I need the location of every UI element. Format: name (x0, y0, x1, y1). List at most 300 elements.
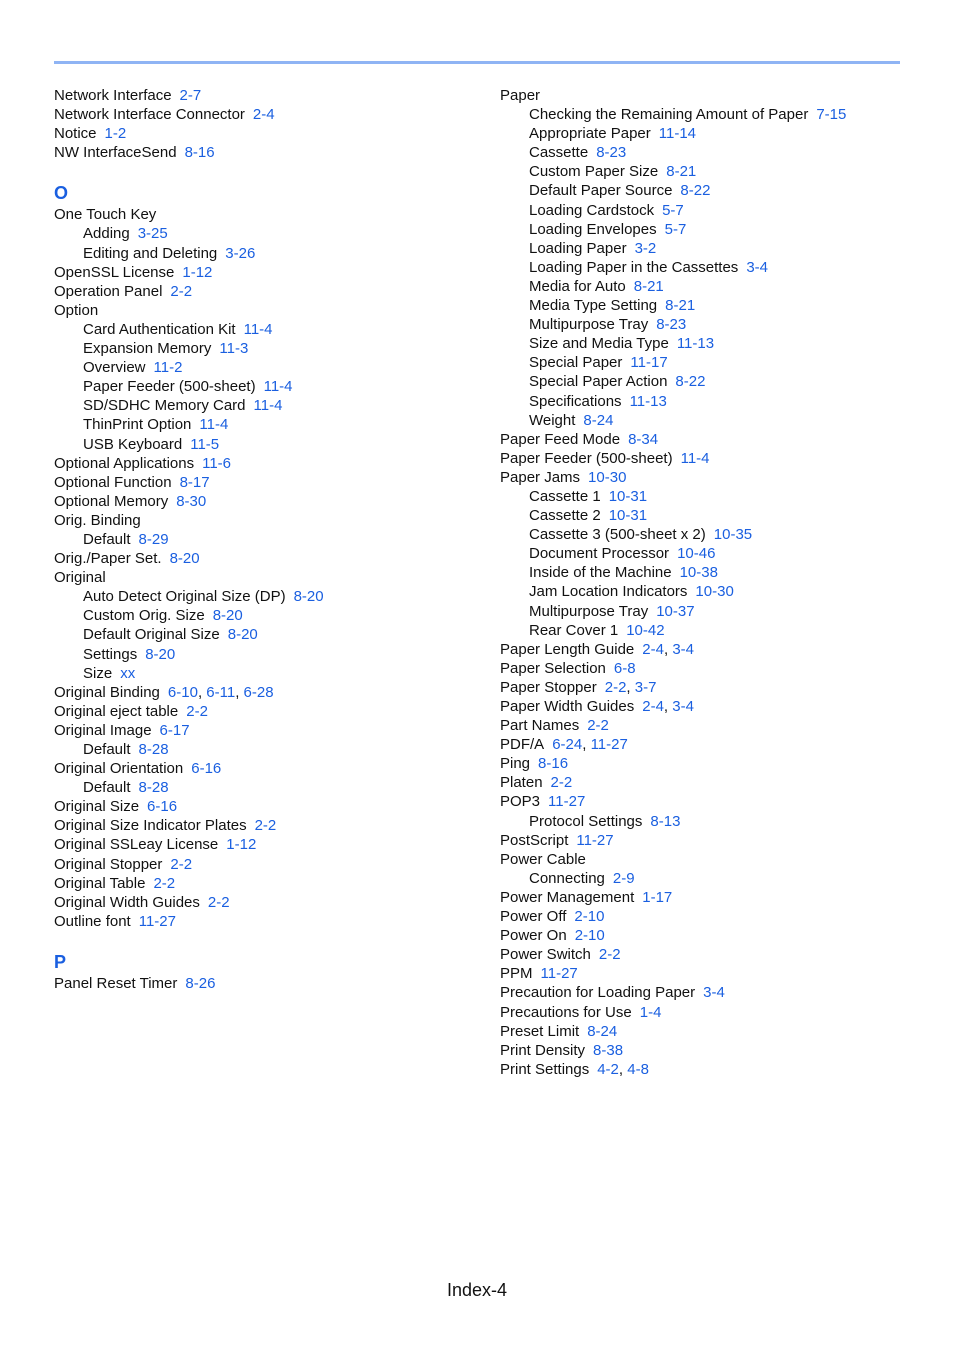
index-term: Weight (529, 411, 576, 429)
page-refs (587, 1023, 617, 1040)
page-link[interactable]: 8-23 (656, 316, 687, 334)
page-link[interactable]: 8-29 (138, 530, 169, 548)
page-link[interactable]: 2-4 (642, 640, 664, 658)
index-subentry (54, 530, 474, 549)
index-term: Original Binding (54, 683, 160, 701)
index-term: Power Cable (500, 850, 586, 868)
index-subentry (500, 296, 920, 315)
index-column-left (54, 86, 474, 993)
index-term: Editing and Deleting (83, 244, 218, 262)
page-link[interactable]: 8-30 (176, 492, 207, 510)
index-entry (500, 86, 920, 105)
index-entry (500, 831, 920, 850)
page-refs (551, 774, 573, 791)
page-refs (665, 221, 687, 238)
page-ref-separator: , (618, 1060, 628, 1078)
page-link[interactable]: 8-24 (583, 411, 614, 429)
page-refs (213, 607, 243, 624)
index-term: Protocol Settings (529, 812, 643, 830)
index-entry (54, 549, 474, 568)
index-subentry (500, 181, 920, 200)
index-term: Outline font (54, 912, 131, 930)
page-link[interactable]: 2-2 (254, 817, 277, 835)
page-link[interactable]: 4-8 (627, 1060, 649, 1078)
index-term: PostScript (500, 831, 569, 849)
page-refs (225, 245, 255, 262)
index-term: ThinPrint Option (83, 416, 192, 434)
index-subentry (54, 645, 474, 664)
page-refs (202, 455, 231, 472)
page-refs (677, 545, 715, 562)
index-subentry (500, 372, 920, 391)
index-entry (500, 735, 920, 754)
index-term: Orig. Binding (54, 511, 141, 529)
index-term: NW InterfaceSend (54, 144, 177, 162)
page-refs (630, 354, 667, 371)
page-link[interactable]: 11-27 (548, 793, 586, 811)
page-link[interactable]: 8-26 (185, 974, 216, 992)
page-ref-separator: , (663, 698, 673, 715)
page-link[interactable]: 6-28 (243, 683, 274, 701)
page-number: Index-4 (446, 1280, 508, 1300)
index-subentry (500, 506, 920, 525)
index-entry (500, 907, 920, 926)
page-refs (186, 703, 208, 720)
index-entry (54, 568, 474, 587)
page-refs (714, 526, 752, 543)
page-link[interactable]: 11-13 (676, 335, 715, 353)
page-link[interactable]: 11-4 (199, 416, 229, 434)
index-term: Original Size (54, 798, 140, 816)
page-link[interactable]: 8-20 (145, 645, 176, 663)
page-link[interactable]: 11-27 (590, 736, 628, 754)
page-link[interactable]: 8-34 (628, 430, 659, 448)
index-subentry (54, 377, 474, 396)
index-subentry (54, 320, 474, 339)
page-link[interactable]: 8-16 (184, 144, 215, 162)
index-term: Network Interface (54, 87, 172, 104)
page-link[interactable]: 8-21 (633, 277, 664, 295)
page-refs (659, 125, 696, 142)
page-link[interactable]: 11-5 (190, 435, 220, 453)
page-refs (574, 908, 604, 925)
page-link[interactable]: 8-20 (227, 626, 258, 644)
page-link[interactable]: 10-30 (695, 583, 734, 601)
index-subentry (500, 544, 920, 563)
page-link[interactable]: 8-28 (138, 741, 169, 758)
index-term: OpenSSL License (54, 263, 175, 281)
page-link[interactable]: 2-2 (153, 874, 176, 892)
page-link[interactable]: 1-12 (226, 836, 257, 854)
page-link[interactable]: 11-17 (630, 354, 668, 372)
page-link[interactable]: 6-8 (613, 659, 636, 677)
page-refs (596, 144, 626, 161)
page-link[interactable]: 8-24 (587, 1022, 618, 1040)
index-entry (54, 912, 474, 931)
index-term: Appropriate Paper (529, 125, 651, 143)
index-entry (54, 263, 474, 282)
page-link[interactable]: 6-10 (167, 683, 198, 701)
page-ref-separator: , (626, 678, 635, 696)
page-link[interactable]: 3-4 (672, 698, 694, 715)
page-refs (634, 278, 664, 295)
index-entry (500, 926, 920, 945)
index-subentry (500, 220, 920, 239)
page-link[interactable]: 3-25 (137, 225, 168, 243)
page-refs (576, 832, 613, 849)
index-subentry (500, 869, 920, 888)
page-refs (665, 297, 695, 314)
page-link[interactable]: 6-16 (147, 798, 178, 816)
index-term: One Touch Key (54, 206, 157, 224)
page-link[interactable]: 8-38 (593, 1041, 624, 1059)
page-refs (182, 264, 212, 281)
page-ref-separator: , (197, 683, 207, 701)
index-term: USB Keyboard (83, 435, 183, 453)
index-term: Option (54, 301, 99, 319)
page-refs (253, 106, 275, 123)
index-term: Document Processor (529, 545, 670, 563)
page-link[interactable]: 1-12 (182, 263, 213, 281)
page-link[interactable]: 4-2 (597, 1060, 619, 1078)
index-term: Card Authentication Kit (83, 320, 236, 338)
index-term: Expansion Memory (83, 340, 212, 358)
index-subentry (500, 582, 920, 601)
page-link[interactable]: 11-27 (138, 912, 176, 930)
page-link[interactable]: 2-2 (587, 717, 609, 735)
index-entry (500, 983, 920, 1002)
page-link[interactable]: 11-2 (153, 359, 183, 377)
index-subentry (500, 315, 920, 334)
page-link[interactable]: 1-17 (642, 888, 673, 906)
page-refs (680, 182, 710, 199)
page-refs (642, 641, 694, 658)
page-refs (538, 755, 568, 772)
page-link[interactable]: 8-16 (538, 755, 569, 773)
index-term: SD/SDHC Memory Card (83, 397, 246, 415)
index-term: Loading Envelopes (529, 220, 657, 238)
index-term: Paper Selection (500, 659, 606, 677)
page-link[interactable]: 2-7 (179, 87, 202, 104)
page-link[interactable]: 2-4 (252, 106, 275, 124)
page-refs (255, 817, 277, 834)
index-subentry (500, 239, 920, 258)
index-term: Network Interface Connector (54, 106, 245, 124)
index-entry (500, 1060, 920, 1079)
index-term: Paper Stopper (500, 678, 597, 696)
page-link[interactable]: 3-7 (634, 678, 657, 696)
index-term: Ping (500, 755, 531, 773)
index-entry (54, 143, 474, 162)
index-term: Auto Detect Original Size (DP) (83, 588, 286, 606)
index-term: Default Paper Source (529, 182, 673, 200)
page-link[interactable]: 8-22 (675, 373, 706, 391)
index-entry (500, 888, 920, 907)
page-refs (180, 474, 210, 491)
page-link[interactable]: 10-42 (626, 621, 665, 639)
header-rule (54, 61, 900, 64)
page-link[interactable]: 11-4 (263, 378, 293, 396)
index-entry (500, 1022, 920, 1041)
page-refs (190, 436, 219, 453)
page-link[interactable]: 2-4 (642, 698, 664, 715)
index-term: Paper Width Guides (500, 698, 635, 715)
page-link[interactable]: 2-2 (170, 282, 193, 300)
page-refs (541, 965, 578, 982)
index-term: Print Settings (500, 1060, 590, 1078)
index-entry (54, 301, 474, 320)
index-entry (500, 945, 920, 964)
index-entry (500, 773, 920, 792)
index-term: Paper Feeder (500-sheet) (500, 449, 673, 467)
page-link[interactable]: 2-2 (550, 774, 573, 792)
index-column-right (500, 86, 920, 1079)
index-entry (500, 659, 920, 678)
page-refs (614, 660, 636, 677)
page-refs (139, 779, 169, 796)
index-term: Paper Feeder (500-sheet) (83, 378, 256, 396)
index-subentry (500, 258, 920, 277)
page-refs (228, 626, 258, 643)
page-refs (593, 1042, 623, 1059)
page-link[interactable]: 7-15 (816, 106, 847, 124)
page-refs (630, 393, 667, 410)
index-term: Original Image (54, 721, 152, 739)
index-subentry (54, 244, 474, 263)
index-term: Power Management (500, 888, 635, 906)
index-subentry (54, 396, 474, 415)
page-link[interactable]: 10-35 (713, 526, 753, 544)
index-entry (54, 86, 474, 105)
page-refs (635, 240, 657, 257)
page-link[interactable]: 11-27 (540, 965, 578, 983)
index-term: Paper Length Guide (500, 640, 635, 658)
index-entry (54, 816, 474, 835)
index-term: Orig./Paper Set. (54, 550, 162, 568)
page-link[interactable]: 6-16 (191, 760, 222, 778)
index-term: Part Names (500, 717, 580, 735)
page-refs (613, 870, 635, 887)
index-subentry (500, 621, 920, 640)
index-term: Rear Cover 1 (529, 621, 619, 639)
page-refs (640, 1004, 662, 1021)
index-term: Default (83, 741, 131, 758)
page-refs (170, 856, 192, 873)
page-refs (153, 875, 175, 892)
page-refs (587, 717, 609, 734)
page-link[interactable]: 8-20 (212, 607, 243, 625)
index-term: Preset Limit (500, 1022, 580, 1040)
index-subentry (500, 105, 920, 124)
page-refs (650, 813, 680, 830)
index-entry (54, 702, 474, 721)
page-link[interactable]: 5-7 (662, 201, 684, 219)
index-term: Cassette 1 (529, 487, 601, 505)
page-refs (145, 646, 175, 663)
index-entry (54, 511, 474, 530)
index-subentry (500, 602, 920, 621)
page-link[interactable]: xx (120, 664, 136, 682)
page-link[interactable]: 6-11 (206, 683, 236, 701)
index-entry (54, 105, 474, 124)
page-link[interactable]: 8-17 (179, 473, 210, 491)
index-subentry (54, 339, 474, 358)
index-term: Optional Memory (54, 492, 169, 510)
index-term: Media for Auto (529, 277, 626, 295)
page-link[interactable]: 8-28 (138, 779, 169, 797)
page-link[interactable]: 2-2 (604, 678, 627, 696)
index-term: Multipurpose Tray (529, 316, 649, 334)
index-entry (500, 716, 920, 735)
page-refs (656, 603, 694, 620)
index-term: PDF/A (500, 736, 545, 754)
index-term: Adding (83, 225, 130, 243)
index-term: Print Density (500, 1041, 586, 1059)
index-term: Panel Reset Timer (54, 974, 178, 992)
page-link[interactable]: 6-24 (552, 736, 583, 754)
page-refs (656, 316, 686, 333)
page-link[interactable]: 2-2 (186, 702, 208, 720)
index-entry (54, 282, 474, 301)
page-link[interactable]: 10-38 (679, 564, 718, 582)
index-term: Platen (500, 774, 543, 792)
page-link[interactable]: 10-46 (677, 545, 716, 563)
page-link[interactable]: 8-13 (650, 812, 681, 830)
page-link[interactable]: 2-2 (598, 946, 621, 964)
page-refs (139, 741, 169, 758)
page-link[interactable]: 2-2 (207, 893, 230, 911)
index-subentry (500, 392, 920, 411)
page-link[interactable]: 11-6 (202, 454, 232, 472)
index-term: Power On (500, 927, 567, 945)
page-link[interactable]: 3-4 (746, 258, 768, 276)
page-link[interactable]: 3-4 (703, 984, 725, 1002)
page-link[interactable]: 6-17 (159, 721, 190, 739)
page-link[interactable]: 8-21 (665, 297, 696, 315)
page-refs (176, 493, 206, 510)
page-refs (254, 397, 283, 414)
page-refs (226, 836, 256, 853)
index-subentry (54, 224, 474, 243)
page-refs (168, 684, 274, 701)
index-term: Optional Applications (54, 454, 195, 472)
page-link[interactable]: 3-4 (672, 640, 694, 658)
index-subentry (54, 625, 474, 644)
page-link[interactable]: 11-14 (658, 125, 697, 143)
page-refs (605, 679, 657, 696)
page-refs (599, 946, 621, 963)
page-link[interactable]: 11-4 (253, 397, 283, 415)
index-term: Jam Location Indicators (529, 583, 688, 601)
index-term: Original Stopper (54, 855, 163, 873)
index-entry (54, 759, 474, 778)
index-subentry (500, 334, 920, 353)
page-link[interactable]: 11-3 (219, 340, 249, 358)
index-term: Paper Jams (500, 468, 581, 486)
page-refs (681, 450, 710, 467)
page-link[interactable]: 1-2 (104, 125, 127, 143)
page-refs (677, 335, 714, 352)
index-entry (500, 792, 920, 811)
page-refs (170, 283, 192, 300)
page-link[interactable]: 11-27 (576, 831, 614, 849)
page-link[interactable]: 11-13 (629, 392, 667, 410)
page-link[interactable]: 2-2 (170, 855, 193, 873)
index-subentry (54, 606, 474, 625)
page-link[interactable]: 8-22 (680, 182, 711, 200)
index-term: Default Original Size (83, 626, 220, 644)
page-refs (662, 202, 684, 219)
index-term: Precautions for Use (500, 1003, 632, 1021)
page-refs (642, 698, 694, 715)
index-entry (54, 454, 474, 473)
page-link[interactable]: 1-4 (639, 1003, 662, 1021)
index-term: Connecting (529, 869, 605, 887)
page-link[interactable]: 11-4 (680, 449, 710, 467)
page-refs (185, 975, 215, 992)
page-refs (675, 373, 705, 390)
index-entry (54, 874, 474, 893)
index-entry (500, 449, 920, 468)
page-link[interactable]: 10-30 (588, 468, 627, 486)
page-link[interactable]: 3-26 (225, 244, 256, 262)
index-term: Cassette 3 (500-sheet x 2) (529, 526, 706, 544)
page-link[interactable]: 8-21 (666, 163, 697, 181)
page-link[interactable]: 8-20 (169, 550, 200, 568)
index-subentry (54, 435, 474, 454)
page-refs (139, 913, 176, 930)
page-refs (170, 550, 200, 567)
page-refs (185, 144, 215, 161)
index-term: Settings (83, 645, 138, 663)
index-term: Default (83, 779, 131, 797)
page-link[interactable]: 2-10 (574, 927, 605, 945)
page-refs (139, 531, 169, 548)
index-term: Checking the Remaining Amount of Paper (529, 106, 809, 124)
page-link[interactable]: 5-7 (664, 220, 687, 238)
index-term: Loading Cardstock (529, 201, 655, 219)
index-subentry (54, 587, 474, 606)
page-link[interactable]: 2-10 (574, 908, 605, 926)
index-entry (54, 893, 474, 912)
page-link[interactable]: 10-31 (608, 487, 648, 505)
index-term: Size (83, 664, 113, 682)
index-term: Cassette (529, 144, 589, 162)
page-link[interactable]: 10-37 (656, 602, 695, 620)
page-link[interactable]: 10-31 (608, 507, 648, 525)
page-link[interactable]: 2-9 (612, 869, 635, 887)
index-subentry (500, 162, 920, 181)
index-entry (500, 964, 920, 983)
page-refs (588, 469, 626, 486)
index-term: Paper (500, 87, 541, 104)
index-term: Multipurpose Tray (529, 602, 649, 620)
page-link[interactable]: 3-2 (634, 239, 657, 257)
page-link[interactable]: 8-23 (596, 144, 627, 162)
page-refs (575, 927, 605, 944)
index-entry (500, 640, 920, 659)
page-refs (219, 340, 248, 357)
page-refs (120, 665, 135, 682)
index-entry (500, 1003, 920, 1022)
page-link[interactable]: 11-4 (243, 320, 273, 338)
index-term: Default (83, 530, 131, 548)
index-entry (54, 721, 474, 740)
page-ref-separator: , (235, 683, 244, 701)
index-term: Custom Paper Size (529, 163, 659, 181)
page-refs (666, 163, 696, 180)
page-link[interactable]: 8-20 (293, 588, 324, 606)
